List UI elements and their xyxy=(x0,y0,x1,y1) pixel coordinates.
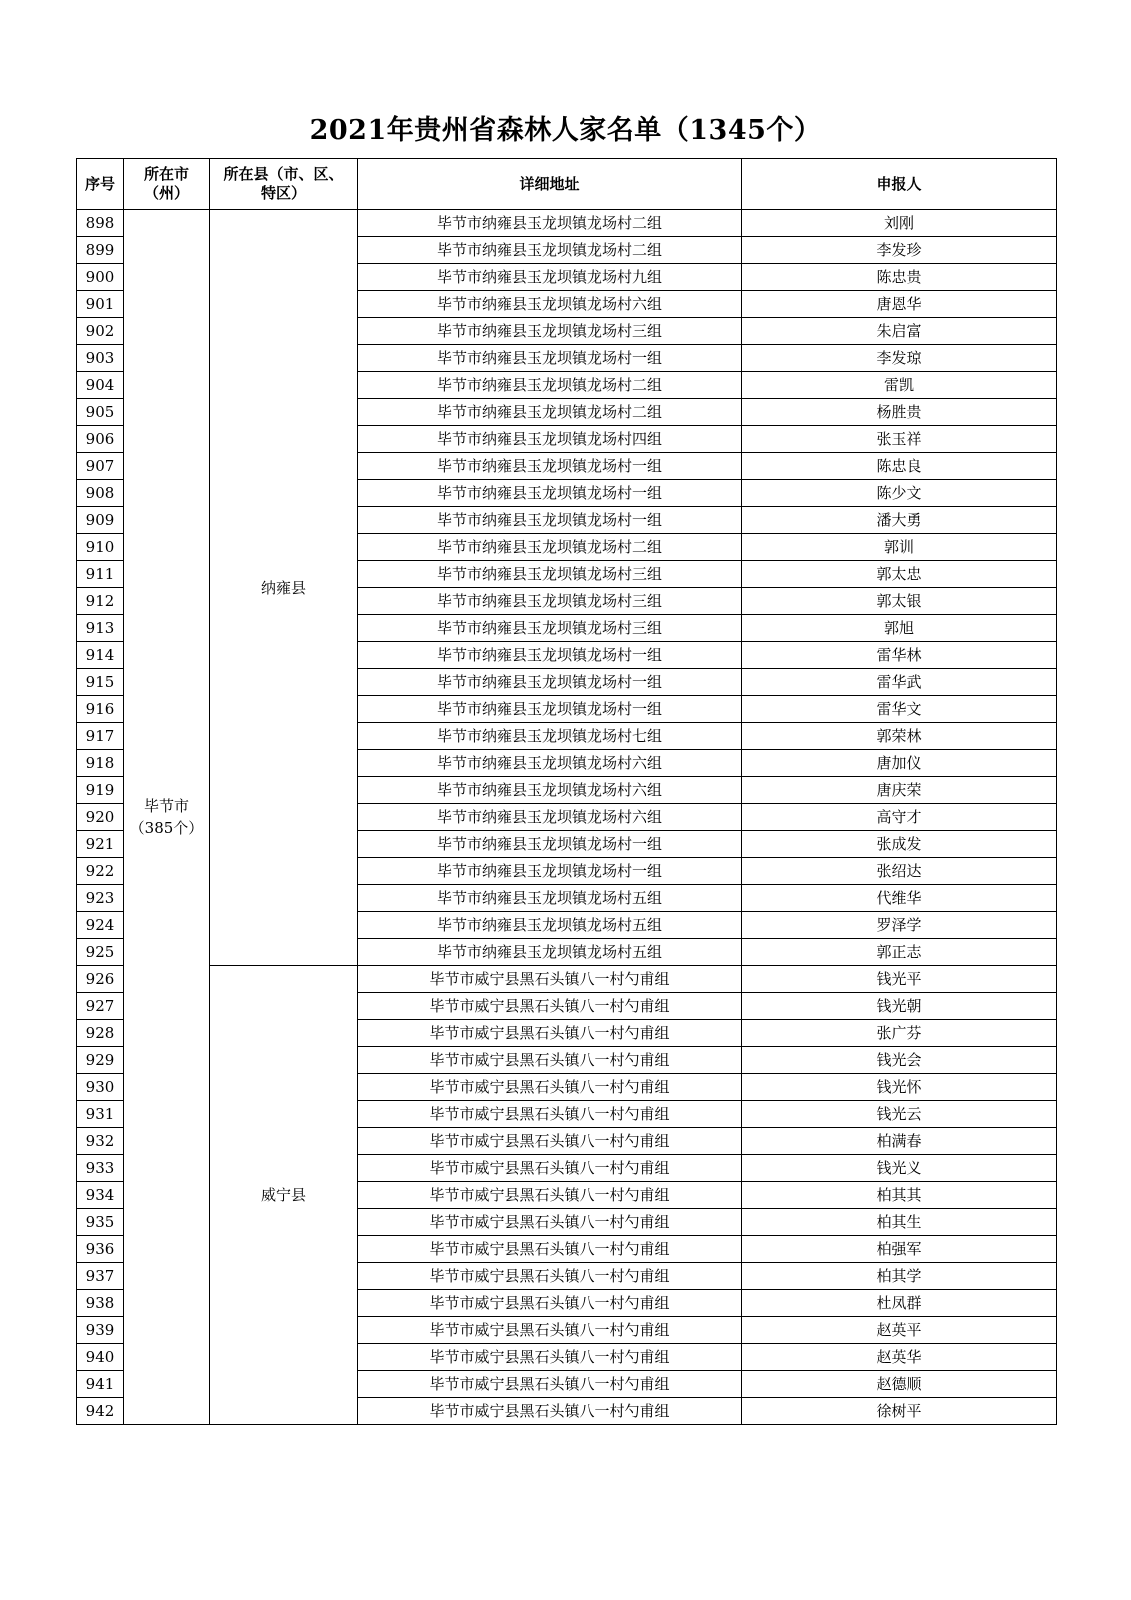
row-address: 毕节市威宁县黑石头镇八一村勺甫组 xyxy=(358,1263,742,1290)
row-address: 毕节市威宁县黑石头镇八一村勺甫组 xyxy=(358,993,742,1020)
row-applicant: 赵英平 xyxy=(742,1317,1057,1344)
row-seq: 937 xyxy=(77,1263,124,1290)
row-address: 毕节市纳雍县玉龙坝镇龙场村三组 xyxy=(358,615,742,642)
row-seq: 923 xyxy=(77,885,124,912)
row-address: 毕节市纳雍县玉龙坝镇龙场村三组 xyxy=(358,588,742,615)
row-applicant: 钱光会 xyxy=(742,1047,1057,1074)
row-seq: 933 xyxy=(77,1155,124,1182)
row-seq: 915 xyxy=(77,669,124,696)
row-address: 毕节市威宁县黑石头镇八一村勺甫组 xyxy=(358,1209,742,1236)
row-applicant: 唐庆荣 xyxy=(742,777,1057,804)
row-seq: 908 xyxy=(77,480,124,507)
row-address: 毕节市纳雍县玉龙坝镇龙场村三组 xyxy=(358,318,742,345)
row-seq: 934 xyxy=(77,1182,124,1209)
row-address: 毕节市威宁县黑石头镇八一村勺甫组 xyxy=(358,1020,742,1047)
row-seq: 905 xyxy=(77,399,124,426)
row-applicant: 张成发 xyxy=(742,831,1057,858)
row-applicant: 张玉祥 xyxy=(742,426,1057,453)
row-applicant: 钱光朝 xyxy=(742,993,1057,1020)
row-applicant: 张绍达 xyxy=(742,858,1057,885)
row-applicant: 钱光云 xyxy=(742,1101,1057,1128)
header-county-line1: 所在县（市、区、 xyxy=(223,165,344,183)
table-body xyxy=(77,210,1057,1425)
row-address: 毕节市威宁县黑石头镇八一村勺甫组 xyxy=(358,1398,742,1425)
row-seq: 903 xyxy=(77,345,124,372)
row-applicant: 高守才 xyxy=(742,804,1057,831)
city-count: （385个） xyxy=(129,819,204,837)
header-applicant: 申报人 xyxy=(742,159,1057,210)
row-address: 毕节市威宁县黑石头镇八一村勺甫组 xyxy=(358,1371,742,1398)
row-address: 毕节市威宁县黑石头镇八一村勺甫组 xyxy=(358,1047,742,1074)
row-address: 毕节市纳雍县玉龙坝镇龙场村一组 xyxy=(358,669,742,696)
row-address: 毕节市纳雍县玉龙坝镇龙场村二组 xyxy=(358,534,742,561)
row-applicant: 钱光怀 xyxy=(742,1074,1057,1101)
row-address: 毕节市纳雍县玉龙坝镇龙场村一组 xyxy=(358,507,742,534)
row-applicant: 郭旭 xyxy=(742,615,1057,642)
row-applicant: 刘刚 xyxy=(742,210,1057,237)
row-applicant: 柏其其 xyxy=(742,1182,1057,1209)
row-applicant: 雷华文 xyxy=(742,696,1057,723)
row-seq: 917 xyxy=(77,723,124,750)
document-title: 2021年贵州省森林人家名单（1345个） xyxy=(309,115,822,146)
row-address: 毕节市纳雍县玉龙坝镇龙场村一组 xyxy=(358,831,742,858)
row-applicant: 雷华武 xyxy=(742,669,1057,696)
row-applicant: 柏强军 xyxy=(742,1236,1057,1263)
row-address: 毕节市纳雍县玉龙坝镇龙场村二组 xyxy=(358,399,742,426)
row-address: 毕节市威宁县黑石头镇八一村勺甫组 xyxy=(358,1074,742,1101)
row-applicant: 李发珍 xyxy=(742,237,1057,264)
row-applicant: 雷凯 xyxy=(742,372,1057,399)
row-address: 毕节市纳雍县玉龙坝镇龙场村六组 xyxy=(358,777,742,804)
row-seq: 902 xyxy=(77,318,124,345)
row-address: 毕节市纳雍县玉龙坝镇龙场村一组 xyxy=(358,345,742,372)
row-address: 毕节市纳雍县玉龙坝镇龙场村一组 xyxy=(358,453,742,480)
row-applicant: 潘大勇 xyxy=(742,507,1057,534)
row-address: 毕节市纳雍县玉龙坝镇龙场村七组 xyxy=(358,723,742,750)
row-applicant: 唐加仪 xyxy=(742,750,1057,777)
row-address: 毕节市威宁县黑石头镇八一村勺甫组 xyxy=(358,1317,742,1344)
row-applicant: 唐恩华 xyxy=(742,291,1057,318)
row-seq: 930 xyxy=(77,1074,124,1101)
row-applicant: 钱光平 xyxy=(742,966,1057,993)
table-row xyxy=(77,210,1057,237)
row-applicant: 钱光义 xyxy=(742,1155,1057,1182)
row-applicant: 杜凤群 xyxy=(742,1290,1057,1317)
header-row xyxy=(77,159,1057,210)
row-seq: 942 xyxy=(77,1398,124,1425)
row-seq: 899 xyxy=(77,237,124,264)
row-seq: 935 xyxy=(77,1209,124,1236)
row-applicant: 陈忠良 xyxy=(742,453,1057,480)
row-address: 毕节市威宁县黑石头镇八一村勺甫组 xyxy=(358,1344,742,1371)
row-seq: 938 xyxy=(77,1290,124,1317)
row-address: 毕节市纳雍县玉龙坝镇龙场村一组 xyxy=(358,642,742,669)
row-applicant: 雷华林 xyxy=(742,642,1057,669)
row-seq: 907 xyxy=(77,453,124,480)
row-applicant: 张广芬 xyxy=(742,1020,1057,1047)
row-address: 毕节市威宁县黑石头镇八一村勺甫组 xyxy=(358,1182,742,1209)
row-seq: 916 xyxy=(77,696,124,723)
row-address: 毕节市纳雍县玉龙坝镇龙场村五组 xyxy=(358,939,742,966)
row-address: 毕节市纳雍县玉龙坝镇龙场村六组 xyxy=(358,750,742,777)
row-seq: 911 xyxy=(77,561,124,588)
row-address: 毕节市威宁县黑石头镇八一村勺甫组 xyxy=(358,1236,742,1263)
row-address: 毕节市纳雍县玉龙坝镇龙场村六组 xyxy=(358,804,742,831)
row-seq: 913 xyxy=(77,615,124,642)
row-applicant: 郭太银 xyxy=(742,588,1057,615)
row-address: 毕节市纳雍县玉龙坝镇龙场村五组 xyxy=(358,885,742,912)
row-address: 毕节市纳雍县玉龙坝镇龙场村五组 xyxy=(358,912,742,939)
row-address: 毕节市威宁县黑石头镇八一村勺甫组 xyxy=(358,1290,742,1317)
header-county xyxy=(210,159,358,210)
row-seq: 921 xyxy=(77,831,124,858)
row-applicant: 杨胜贵 xyxy=(742,399,1057,426)
row-seq: 918 xyxy=(77,750,124,777)
row-applicant: 代维华 xyxy=(742,885,1057,912)
row-applicant: 徐树平 xyxy=(742,1398,1057,1425)
header-city-line1: 所在市 xyxy=(143,165,189,183)
row-address: 毕节市纳雍县玉龙坝镇龙场村九组 xyxy=(358,264,742,291)
row-seq: 941 xyxy=(77,1371,124,1398)
row-seq: 925 xyxy=(77,939,124,966)
row-seq: 909 xyxy=(77,507,124,534)
row-seq: 901 xyxy=(77,291,124,318)
row-address: 毕节市纳雍县玉龙坝镇龙场村三组 xyxy=(358,561,742,588)
forest-family-table xyxy=(76,158,1057,1425)
row-seq: 932 xyxy=(77,1128,124,1155)
row-applicant: 郭训 xyxy=(742,534,1057,561)
row-address: 毕节市威宁县黑石头镇八一村勺甫组 xyxy=(358,1155,742,1182)
row-seq: 926 xyxy=(77,966,124,993)
row-address: 毕节市纳雍县玉龙坝镇龙场村六组 xyxy=(358,291,742,318)
row-applicant: 郭荣林 xyxy=(742,723,1057,750)
row-address: 毕节市纳雍县玉龙坝镇龙场村二组 xyxy=(358,210,742,237)
row-applicant: 陈忠贵 xyxy=(742,264,1057,291)
row-applicant: 柏其学 xyxy=(742,1263,1057,1290)
row-seq: 920 xyxy=(77,804,124,831)
row-seq: 900 xyxy=(77,264,124,291)
row-seq: 924 xyxy=(77,912,124,939)
row-seq: 936 xyxy=(77,1236,124,1263)
table-row xyxy=(77,966,1057,993)
row-seq: 898 xyxy=(77,210,124,237)
row-address: 毕节市威宁县黑石头镇八一村勺甫组 xyxy=(358,1101,742,1128)
row-applicant: 朱启富 xyxy=(742,318,1057,345)
row-seq: 939 xyxy=(77,1317,124,1344)
row-seq: 922 xyxy=(77,858,124,885)
city-name: 毕节市 xyxy=(143,797,189,815)
header-city xyxy=(124,159,210,210)
county-cell: 威宁县 xyxy=(210,966,358,1425)
row-applicant: 李发琼 xyxy=(742,345,1057,372)
row-applicant: 郭正志 xyxy=(742,939,1057,966)
row-seq: 904 xyxy=(77,372,124,399)
header-seq: 序号 xyxy=(77,159,124,210)
row-applicant: 陈少文 xyxy=(742,480,1057,507)
row-applicant: 赵英华 xyxy=(742,1344,1057,1371)
row-seq: 912 xyxy=(77,588,124,615)
row-applicant: 柏其生 xyxy=(742,1209,1057,1236)
row-address: 毕节市纳雍县玉龙坝镇龙场村二组 xyxy=(358,237,742,264)
row-address: 毕节市威宁县黑石头镇八一村勺甫组 xyxy=(358,966,742,993)
row-address: 毕节市纳雍县玉龙坝镇龙场村四组 xyxy=(358,426,742,453)
row-address: 毕节市纳雍县玉龙坝镇龙场村二组 xyxy=(358,372,742,399)
row-applicant: 罗泽学 xyxy=(742,912,1057,939)
row-seq: 928 xyxy=(77,1020,124,1047)
row-address: 毕节市纳雍县玉龙坝镇龙场村一组 xyxy=(358,696,742,723)
row-seq: 914 xyxy=(77,642,124,669)
row-seq: 927 xyxy=(77,993,124,1020)
city-cell xyxy=(124,210,210,1425)
row-seq: 929 xyxy=(77,1047,124,1074)
row-seq: 906 xyxy=(77,426,124,453)
header-city-line2: （州） xyxy=(143,184,189,202)
row-address: 毕节市纳雍县玉龙坝镇龙场村一组 xyxy=(358,480,742,507)
row-address: 毕节市纳雍县玉龙坝镇龙场村一组 xyxy=(358,858,742,885)
county-cell: 纳雍县 xyxy=(210,210,358,966)
row-applicant: 柏满春 xyxy=(742,1128,1057,1155)
row-seq: 910 xyxy=(77,534,124,561)
row-seq: 931 xyxy=(77,1101,124,1128)
row-address: 毕节市威宁县黑石头镇八一村勺甫组 xyxy=(358,1128,742,1155)
row-applicant: 郭太忠 xyxy=(742,561,1057,588)
header-address: 详细地址 xyxy=(358,159,742,210)
row-seq: 940 xyxy=(77,1344,124,1371)
row-seq: 919 xyxy=(77,777,124,804)
header-county-line2: 特区） xyxy=(260,184,306,202)
row-applicant: 赵德顺 xyxy=(742,1371,1057,1398)
